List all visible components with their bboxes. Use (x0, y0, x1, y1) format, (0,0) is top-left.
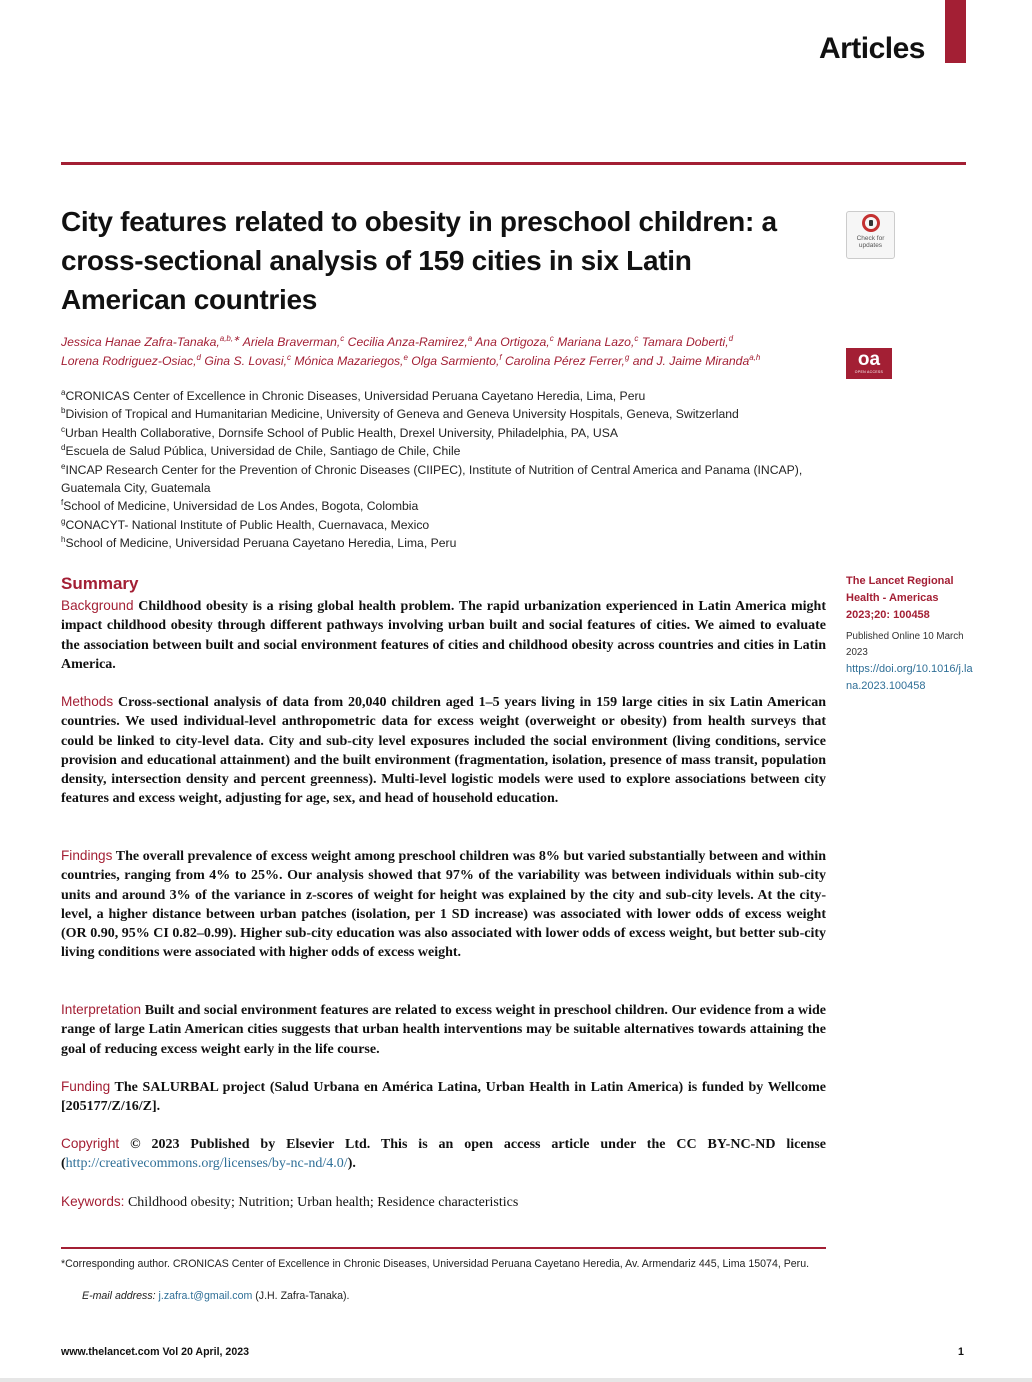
background-paragraph (61, 596, 826, 674)
doi-link[interactable]: https://doi.org/10.1016/j.lana.2023.100458 (846, 663, 973, 692)
copyright-paragraph (61, 1134, 826, 1174)
header-accent-bar (945, 0, 966, 63)
methods-paragraph (61, 692, 826, 809)
interpretation-label: Interpretation (61, 1002, 142, 1017)
affiliation: $^f$School of Medicine, Universidad de Los Andes, Bogota, Colombia (61, 498, 419, 514)
email-owner: (J.H. Zafra-Tanaka). (255, 1290, 350, 1302)
summary-heading: Summary (61, 574, 139, 593)
funding-text: The SALURBAL project (Salud Urbana en América Latina, Urban Health in Latin America) is funded by Wellcome [205177/Z/16/Z]. (61, 1080, 827, 1115)
footnote-rule (61, 1247, 826, 1249)
methods-label: Methods (61, 694, 114, 709)
email-line (82, 1290, 349, 1302)
oa-logo-text: oa (857, 349, 881, 370)
page-bottom-edge (0, 1378, 1032, 1382)
affiliation: $^a$CRONICAS Center of Excellence in Chronic Diseases, Universidad Peruana Cayetano Heredia, Lima, Peru (61, 387, 646, 403)
affiliation: $^h$School of Medicine, Universidad Peruana Cayetano Heredia, Lima, Peru (61, 535, 457, 551)
author[interactable]: Olga Sarmiento,$^f$ (411, 352, 502, 368)
author[interactable]: Cecilia Anza-Ramirez,$^a$ (347, 333, 473, 349)
funding-paragraph (61, 1077, 826, 1117)
author-list (61, 333, 831, 371)
methods-text: Cross-sectional analysis of data from 20,040 children aged 1–5 years living in 159 large cities in six Latin American countries. We used individual-level anthropometric data for excess weight (overweight or obesity) from health surveys that could be linked to city-level data. City and sub-city level exposures included the social environment (living conditions, service provision and educational attainment) and the built environment (fragmentation, isolation, presence of mass transit, population density, intersection density and percent greenness). Multi-level logistic models were used to explore associations between city features and excess weight, adjusting for age, sex, and head of household education. (61, 695, 827, 807)
author[interactable]: and J. Jaime Miranda$^{a,h}$ (632, 352, 761, 368)
author[interactable]: Lorena Rodriguez-Osiac,$^d$ (61, 352, 201, 368)
interpretation-paragraph (61, 1000, 826, 1059)
interpretation-text: Built and social environment features are related to excess weight in preschool children. Our evidence from a wide range of large Latin American cities suggests that urban health interventions may be suitable alternatives towards attaining the goal of reducing excess weight early in the life course. (61, 1003, 826, 1057)
affiliation: $^d$Escuela de Salud Pública, Universidad de Chile, Santiago de Chile, Chile (61, 443, 461, 459)
keywords-label: Keywords: (61, 1194, 125, 1209)
findings-text: The overall prevalence of excess weight among preschool children was 8% but varied substantially between and within countries, ranging from 4% to 25%. Our analysis showed that 97% of the variability was between individuals within sub-city units and around 3% of the variance in z-scores of weight for height was explained by the city and sub-city levels. At the city-level, a higher distance between urban patches (isolation, per 1 SD increase) was associated with lower odds of excess weight (OR 0.90, 95% CI 0.82–0.99). Higher sub-city education was also associated with lower odds of excess weight, but better sub-city living conditions were associated with higher odds of excess weight. (61, 849, 826, 961)
keywords-paragraph (61, 1192, 826, 1212)
corresponding-author-note: *Corresponding author. CRONICAS Center of Excellence in Chronic Diseases, Universidad Peruana Cayetano Heredia, Av. Armendariz 445, Lima 15074, Peru. (61, 1258, 810, 1270)
author[interactable]: Tamara Doberti,$^d$ (641, 333, 734, 349)
email-link[interactable]: j.zafra.t@gmail.com (158, 1290, 253, 1302)
findings-label: Findings (61, 848, 113, 863)
license-link[interactable]: http://creativecommons.org/licenses/by-nc-nd/4.0/ (65, 1156, 348, 1172)
author[interactable]: Mariana Lazo,$^c$ (557, 333, 639, 349)
author[interactable]: Carolina Pérez Ferrer,$^g$ (504, 352, 630, 368)
section-label: Articles (818, 32, 925, 65)
affiliation: $^g$CONACYT- National Institute of Public Health, Cuernavaca, Mexico (61, 516, 430, 532)
keywords-text: Childhood obesity; Nutrition; Urban health; Residence characteristics (127, 1195, 519, 1210)
author[interactable]: Ariela Braverman,$^c$ (242, 333, 345, 349)
copyright-text: © 2023 Published by Elsevier Ltd. This is an open access article under the CC BY-NC-ND license ( (61, 1137, 827, 1172)
background-label: Background (61, 598, 134, 613)
footer-journal-info: www.thelancet.com Vol 20 April, 2023 (61, 1346, 250, 1358)
author[interactable]: Jessica Hanae Zafra-Tanaka,$^{a,b,∗}$ (61, 333, 240, 349)
journal-citation: The Lancet Regional Health - Americas 2023;20: 100458 (846, 575, 954, 621)
background-text: Childhood obesity is a rising global health problem. The rapid urbanization experienced in Latin America might impact childhood obesity through different pathways involving urban built and social features of cities. We aimed to evaluate the association between built and social environment features of cities and childhood obesity across countries and cities in Latin America. (61, 599, 826, 672)
email-label: E-mail address: (82, 1290, 156, 1302)
findings-paragraph (61, 846, 826, 963)
header-rule (61, 162, 966, 165)
author[interactable]: Gina S. Lovasi,$^c$ (204, 352, 291, 368)
affiliation-list (61, 387, 836, 553)
oa-logo-subtext: OPEN ACCESS (854, 370, 884, 374)
article-title: City features related to obesity in preschool children: a cross-sectional analysis of 159 cities in six Latin American countries (61, 206, 777, 315)
copyright-label: Copyright (61, 1136, 120, 1151)
check-updates-label: Check for updates (856, 235, 885, 249)
affiliation: $^b$Division of Tropical and Humanitarian Medicine, University of Geneva and Geneva University Hospitals, Geneva, Switzerland (61, 406, 739, 422)
open-access-badge (846, 348, 892, 379)
funding-label: Funding (61, 1079, 111, 1094)
check-for-updates-badge[interactable] (846, 211, 895, 259)
check-updates-icon (862, 214, 880, 232)
publication-date: Published Online 10 March 2023 (846, 631, 964, 658)
author[interactable]: Mónica Mazariegos,$^e$ (294, 352, 408, 368)
author[interactable]: Ana Ortigoza,$^c$ (475, 333, 554, 349)
copyright-close: ). (347, 1156, 356, 1172)
page-number: 1 (958, 1346, 964, 1358)
affiliation: $^c$Urban Health Collaborative, Dornsife School of Public Health, Drexel University, Philadelphia, PA, USA (61, 424, 618, 440)
affiliation: $^e$INCAP Research Center for the Prevention of Chronic Diseases (CIIPEC), Institute of Nutrition of Central America and Panama (INCAP), Guatemala City, Guatemala (61, 461, 803, 496)
